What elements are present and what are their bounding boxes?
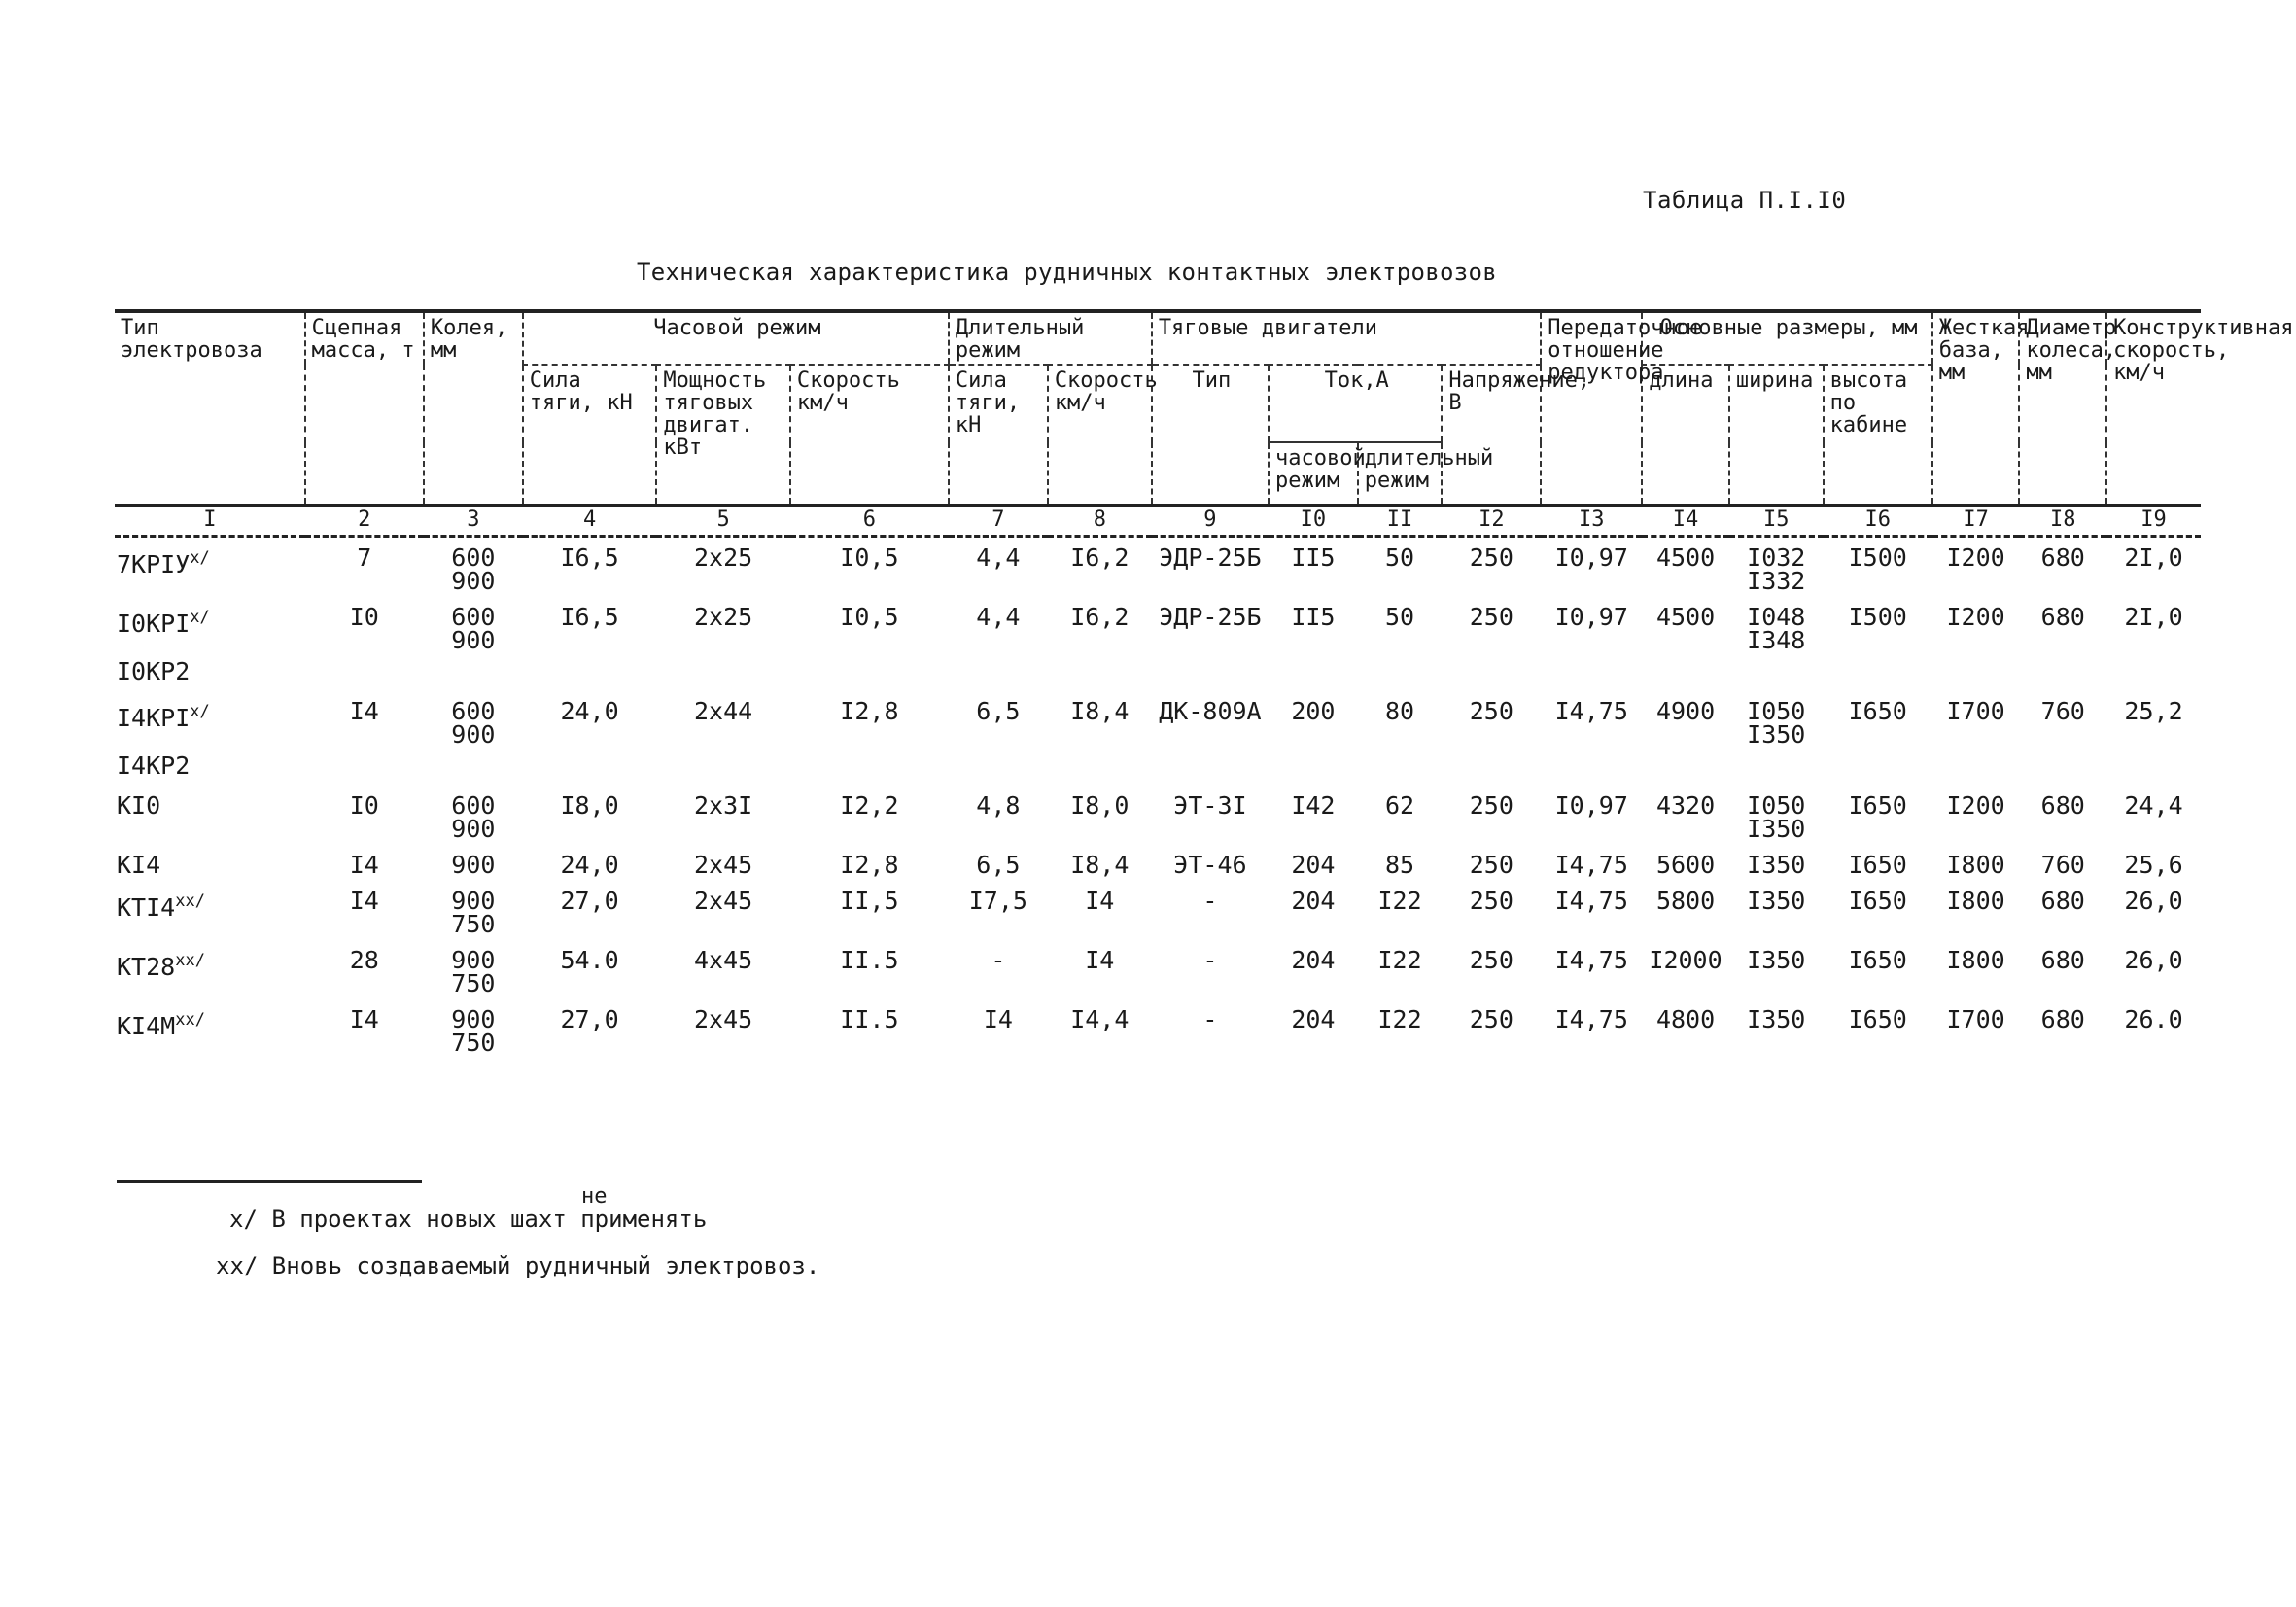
cell-wd: 680 — [2040, 946, 2085, 974]
cell-gauge — [424, 845, 523, 881]
cell-r: I4,75 — [1554, 946, 1628, 974]
cell-ls — [1048, 751, 1152, 786]
cell-mt: - — [1202, 946, 1218, 974]
cell-v: 250 — [1469, 791, 1513, 820]
header-dim-length: длина — [1642, 365, 1729, 506]
cell-gauge — [424, 881, 523, 940]
cell-wd — [2019, 751, 2106, 786]
cell-w-line: I332 — [1747, 567, 1806, 595]
cell-len: 4500 — [1655, 543, 1716, 572]
column-number: I8 — [2019, 506, 2106, 537]
cell-mt: ЭДР-25Б — [1159, 603, 1262, 631]
cell-lf — [949, 751, 1048, 786]
footnote-mark: х/ — [190, 548, 210, 568]
cell-wb — [1932, 656, 2020, 691]
cell-gauge-line: 900 — [451, 1005, 496, 1033]
cell-gauge-line: 900 — [451, 720, 496, 749]
cell-ms — [2106, 656, 2201, 691]
table-row — [115, 845, 2201, 881]
cell-wd: 760 — [2040, 697, 2085, 725]
footnote-1: х/ В проектах новых шахт применять — [229, 1205, 708, 1233]
cell-hf: I8,0 — [560, 791, 619, 820]
cell-hf: 24,0 — [560, 851, 619, 879]
locomotive-type-cell — [115, 597, 305, 656]
cell-mass: I0 — [349, 603, 379, 631]
locomotive-type-cell — [115, 656, 305, 691]
locomotive-name: КI0 — [117, 791, 161, 820]
cell-h — [1824, 751, 1932, 786]
cell-v — [1442, 751, 1541, 786]
table-header — [115, 311, 2294, 537]
cell-ls: I6,2 — [1070, 543, 1130, 572]
cell-ls: I8,0 — [1070, 791, 1130, 820]
cell-h: I650 — [1848, 1005, 1907, 1033]
cell-w-line: I350 — [1747, 851, 1806, 879]
cell-ls: I4 — [1085, 946, 1115, 974]
cell-r — [1541, 656, 1642, 691]
cell-gauge-line: 600 — [451, 791, 496, 820]
cell-mass: I4 — [349, 851, 379, 879]
cell-gauge-line: 600 — [451, 697, 496, 725]
cell-ms: 24,4 — [2124, 791, 2183, 820]
locomotive-type-cell — [115, 845, 305, 881]
column-number: 2 — [305, 506, 424, 537]
cell-h: I650 — [1848, 946, 1907, 974]
header-long: Длительный режим — [949, 311, 1152, 365]
cell-wb: I200 — [1946, 791, 2005, 820]
cell-gauge-line: 750 — [451, 910, 496, 938]
cell-gauge-line: 600 — [451, 543, 496, 572]
column-number: I0 — [1269, 506, 1358, 537]
cell-hf — [523, 751, 657, 786]
table-label: Таблица П.I.I0 — [1643, 187, 1847, 214]
cell-mass: I4 — [349, 697, 379, 725]
header-motor-type: Тип — [1152, 365, 1269, 506]
cell-len: 4800 — [1655, 1005, 1716, 1033]
cell-r: I0,97 — [1554, 791, 1628, 820]
cell-il: I22 — [1377, 887, 1422, 915]
cell-w-line: I350 — [1747, 1005, 1806, 1033]
cell-w — [1729, 881, 1824, 940]
cell-hs: II,5 — [840, 887, 899, 915]
cell-il: 62 — [1385, 791, 1415, 820]
column-number: I2 — [1442, 506, 1541, 537]
footnote-mark: хх/ — [175, 951, 205, 970]
cell-mass: I0 — [349, 791, 379, 820]
cell-lf: 6,5 — [976, 697, 1021, 725]
cell-v: 250 — [1469, 946, 1513, 974]
cell-h: I650 — [1848, 851, 1907, 879]
cell-w — [1729, 999, 1824, 1059]
cell-v: 250 — [1469, 887, 1513, 915]
table-row — [115, 597, 2201, 656]
cell-lf: 6,5 — [976, 851, 1021, 879]
cell-ls — [1048, 656, 1152, 691]
table-row — [115, 786, 2201, 845]
cell-v: 250 — [1469, 543, 1513, 572]
column-number: 4 — [523, 506, 657, 537]
cell-ms — [2106, 751, 2201, 786]
cell-wb: I800 — [1946, 851, 2005, 879]
cell-hf: 27,0 — [560, 887, 619, 915]
cell-ms: 26.0 — [2124, 1005, 2183, 1033]
cell-ih: II5 — [1291, 543, 1336, 572]
cell-mass: I4 — [349, 1005, 379, 1033]
cell-lf: 4,8 — [976, 791, 1021, 820]
footnote-mark: х/ — [190, 608, 210, 627]
cell-ih: I42 — [1291, 791, 1336, 820]
header-current-hourly: часовой режим — [1269, 442, 1358, 505]
cell-len: 5600 — [1655, 851, 1716, 879]
cell-gauge-line: 750 — [451, 1029, 496, 1057]
cell-ih: 204 — [1291, 1005, 1336, 1033]
cell-hp: 2х45 — [694, 851, 753, 879]
locomotive-type-cell — [115, 751, 305, 786]
cell-gauge — [424, 940, 523, 999]
cell-w — [1729, 537, 1824, 598]
column-number: 9 — [1152, 506, 1269, 537]
cell-mt: ЭТ-46 — [1173, 851, 1247, 879]
cell-il: I22 — [1377, 946, 1422, 974]
table-row — [115, 656, 2201, 691]
cell-w-line: I350 — [1747, 815, 1806, 843]
cell-mass: I4 — [349, 887, 379, 915]
cell-r — [1541, 751, 1642, 786]
cell-h: I500 — [1848, 543, 1907, 572]
cell-len: 4320 — [1655, 791, 1716, 820]
cell-hp — [656, 751, 790, 786]
cell-ms: 2I,0 — [2124, 543, 2183, 572]
cell-ih: 204 — [1291, 946, 1336, 974]
locomotive-type-cell — [115, 881, 305, 940]
cell-w — [1729, 656, 1824, 691]
column-number: I5 — [1729, 506, 1824, 537]
cell-gauge — [424, 786, 523, 845]
cell-gauge-line: 750 — [451, 969, 496, 997]
cell-mass — [305, 656, 424, 691]
cell-ms: 26,0 — [2124, 887, 2183, 915]
cell-h: I650 — [1848, 887, 1907, 915]
cell-wb: I800 — [1946, 887, 2005, 915]
header-wheel-diameter: Диаметр колеса, мм — [2019, 311, 2106, 506]
locomotive-name: КТI4 — [117, 893, 176, 922]
locomotive-type-cell — [115, 999, 305, 1059]
cell-hs: I2,8 — [840, 851, 899, 879]
cell-ls: I6,2 — [1070, 603, 1130, 631]
header-ratio: Передаточное отношение редуктора — [1541, 311, 1642, 506]
header-hourly-force: Сила тяги, кН — [523, 365, 657, 506]
cell-hs — [790, 656, 949, 691]
cell-lf: 4,4 — [976, 543, 1021, 572]
cell-hf: I6,5 — [560, 543, 619, 572]
cell-w-line: I350 — [1747, 887, 1806, 915]
column-number: I4 — [1642, 506, 1729, 537]
cell-gauge-line: 900 — [451, 887, 496, 915]
cell-ih — [1269, 656, 1358, 691]
cell-v: 250 — [1469, 697, 1513, 725]
column-number: 3 — [424, 506, 523, 537]
cell-w — [1729, 597, 1824, 656]
cell-ih: II5 — [1291, 603, 1336, 631]
cell-wb: I200 — [1946, 543, 2005, 572]
cell-wb: I700 — [1946, 697, 2005, 725]
cell-hs: II.5 — [840, 1005, 899, 1033]
cell-gauge — [424, 751, 523, 786]
cell-mass: 28 — [349, 946, 379, 974]
cell-il — [1358, 656, 1443, 691]
cell-r: I0,97 — [1554, 543, 1628, 572]
column-number: I6 — [1824, 506, 1932, 537]
cell-wb — [1932, 751, 2020, 786]
cell-r: I4,75 — [1554, 697, 1628, 725]
cell-hp: 2х3I — [694, 791, 753, 820]
cell-lf: - — [991, 946, 1006, 974]
cell-gauge-line: 600 — [451, 603, 496, 631]
header-current: Ток,А — [1269, 365, 1442, 442]
header-long-force: Сила тяги, кН — [949, 365, 1048, 506]
locomotive-name: I0КРI — [117, 610, 191, 638]
cell-lf — [949, 656, 1048, 691]
header-wheelbase: Жесткая база, мм — [1932, 311, 2020, 506]
column-number-row — [115, 506, 2201, 537]
footnote-insertion: не — [581, 1184, 608, 1208]
cell-gauge — [424, 691, 523, 751]
cell-hp: 2х25 — [694, 603, 753, 631]
footnote-mark: хх/ — [175, 891, 205, 911]
column-number: I7 — [1932, 506, 2020, 537]
header-long-speed: Скорость км/ч — [1048, 365, 1152, 506]
column-number: I3 — [1541, 506, 1642, 537]
cell-mt: - — [1202, 887, 1218, 915]
cell-ms: 25,2 — [2124, 697, 2183, 725]
cell-ls: I8,4 — [1070, 851, 1130, 879]
cell-wd: 680 — [2040, 1005, 2085, 1033]
locomotive-type-cell — [115, 786, 305, 845]
header-type: Тип электровоза — [115, 311, 305, 506]
cell-v: 250 — [1469, 603, 1513, 631]
cell-il — [1358, 751, 1443, 786]
cell-h: I650 — [1848, 791, 1907, 820]
cell-hp: 2х45 — [694, 1005, 753, 1033]
cell-w — [1729, 845, 1824, 881]
cell-wd: 680 — [2040, 543, 2085, 572]
cell-w-line: I348 — [1747, 626, 1806, 654]
cell-w — [1729, 940, 1824, 999]
header-dim-height: высота по кабине — [1824, 365, 1932, 506]
cell-hf: 54.0 — [560, 946, 619, 974]
locomotive-name: КТ28 — [117, 953, 176, 981]
table-row — [115, 751, 2201, 786]
cell-hp: 2х45 — [694, 887, 753, 915]
cell-ms: 26,0 — [2124, 946, 2183, 974]
cell-hp: 2х25 — [694, 543, 753, 572]
cell-il: 80 — [1385, 697, 1415, 725]
cell-v: 250 — [1469, 1005, 1513, 1033]
cell-w-line: I050 — [1747, 697, 1806, 725]
column-number: 7 — [949, 506, 1048, 537]
cell-len: 4900 — [1655, 697, 1716, 725]
cell-w-line: I350 — [1747, 720, 1806, 749]
cell-len: 5800 — [1655, 887, 1716, 915]
cell-ms: 2I,0 — [2124, 603, 2183, 631]
cell-h: I650 — [1848, 697, 1907, 725]
cell-mt: ЭТ-3I — [1173, 791, 1247, 820]
cell-ms: 25,6 — [2124, 851, 2183, 879]
cell-len: 4500 — [1655, 603, 1716, 631]
cell-il: 85 — [1385, 851, 1415, 879]
header-dim-width: ширина — [1729, 365, 1824, 506]
header-hourly-speed: Скорость км/ч — [790, 365, 949, 506]
cell-mt: ЭДР-25Б — [1159, 543, 1262, 572]
locomotive-type-cell — [115, 940, 305, 999]
table-body — [115, 537, 2201, 1060]
table-title: Техническая характеристика рудничных контактных электровозов — [637, 259, 1497, 286]
cell-hf: 27,0 — [560, 1005, 619, 1033]
column-number: I — [115, 506, 305, 537]
spec-table-wrap — [115, 309, 2294, 1059]
locomotive-type-cell — [115, 537, 305, 598]
locomotive-name: I4КРI — [117, 704, 191, 732]
column-number: 6 — [790, 506, 949, 537]
cell-r: I4,75 — [1554, 851, 1628, 879]
column-number: II — [1358, 506, 1443, 537]
footnote-mark: хх/ — [175, 1010, 205, 1030]
table-row — [115, 537, 2201, 598]
cell-ih — [1269, 751, 1358, 786]
cell-len: I2000 — [1649, 946, 1722, 974]
cell-hs: I2,8 — [840, 697, 899, 725]
cell-il: I22 — [1377, 1005, 1422, 1033]
spec-table — [115, 309, 2294, 1059]
header-current-long: длительный режим — [1358, 442, 1443, 505]
cell-gauge-line: 900 — [451, 946, 496, 974]
header-gauge: Колея, мм — [424, 311, 523, 506]
cell-hf: 24,0 — [560, 697, 619, 725]
cell-ls: I4 — [1085, 887, 1115, 915]
header-voltage: Напряжение, В — [1442, 365, 1541, 506]
cell-wb: I800 — [1946, 946, 2005, 974]
cell-wd — [2019, 656, 2106, 691]
cell-hf — [523, 656, 657, 691]
table-row — [115, 999, 2201, 1059]
cell-hp: 2х44 — [694, 697, 753, 725]
cell-gauge-line: 900 — [451, 851, 496, 879]
locomotive-name: КI4 — [117, 851, 161, 879]
cell-ih: 200 — [1291, 697, 1336, 725]
locomotive-name: I4КР2 — [117, 751, 191, 780]
table-row — [115, 881, 2201, 940]
locomotive-name: 7КРIУ — [117, 550, 191, 578]
cell-gauge — [424, 656, 523, 691]
cell-w — [1729, 751, 1824, 786]
cell-wd: 680 — [2040, 887, 2085, 915]
cell-hs: I2,2 — [840, 791, 899, 820]
cell-ih: 204 — [1291, 887, 1336, 915]
column-number: 8 — [1048, 506, 1152, 537]
column-number: 5 — [656, 506, 790, 537]
cell-wd: 680 — [2040, 791, 2085, 820]
locomotive-name: I0КР2 — [117, 657, 191, 685]
cell-hp: 4х45 — [694, 946, 753, 974]
cell-gauge-line: 900 — [451, 626, 496, 654]
cell-gauge — [424, 999, 523, 1059]
cell-hf: I6,5 — [560, 603, 619, 631]
table-row — [115, 940, 2201, 999]
header-mass: Сцепная масса, т — [305, 311, 424, 506]
cell-r: I0,97 — [1554, 603, 1628, 631]
cell-len — [1642, 751, 1729, 786]
footnote-mark: х/ — [190, 702, 210, 721]
cell-mass — [305, 751, 424, 786]
column-number: I9 — [2106, 506, 2201, 537]
footnote-2: хх/ Вновь создаваемый рудничный электровоз. — [216, 1252, 820, 1279]
cell-wd: 760 — [2040, 851, 2085, 879]
cell-wb: I700 — [1946, 1005, 2005, 1033]
cell-lf: I7,5 — [968, 887, 1027, 915]
table-row — [115, 691, 2201, 751]
cell-il: 50 — [1385, 603, 1415, 631]
cell-mt: ДК-809А — [1159, 697, 1262, 725]
cell-wb: I200 — [1946, 603, 2005, 631]
cell-lf: I4 — [983, 1005, 1013, 1033]
cell-w-line: I350 — [1747, 946, 1806, 974]
cell-mass: 7 — [357, 543, 372, 572]
cell-w — [1729, 691, 1824, 751]
cell-lf: 4,4 — [976, 603, 1021, 631]
footnote-divider — [117, 1180, 422, 1183]
cell-w-line: I050 — [1747, 791, 1806, 820]
locomotive-type-cell — [115, 691, 305, 751]
cell-hs: I0,5 — [840, 543, 899, 572]
cell-mt: - — [1202, 1005, 1218, 1033]
cell-ls: I8,4 — [1070, 697, 1130, 725]
cell-h — [1824, 656, 1932, 691]
cell-w — [1729, 786, 1824, 845]
locomotive-name: КI4М — [117, 1012, 176, 1040]
header-hourly-power: Мощность тяговых двигат. кВт — [656, 365, 790, 506]
cell-mt — [1152, 751, 1269, 786]
cell-ih: 204 — [1291, 851, 1336, 879]
cell-hs: II.5 — [840, 946, 899, 974]
cell-gauge-line: 900 — [451, 567, 496, 595]
cell-v: 250 — [1469, 851, 1513, 879]
header-hourly: Часовой режим — [523, 311, 949, 365]
cell-v — [1442, 656, 1541, 691]
cell-ls: I4,4 — [1070, 1005, 1130, 1033]
cell-w-line: I032 — [1747, 543, 1806, 572]
cell-gauge — [424, 537, 523, 598]
cell-mt — [1152, 656, 1269, 691]
cell-r: I4,75 — [1554, 1005, 1628, 1033]
header-motors: Тяговые двигатели — [1152, 311, 1541, 365]
cell-wd: 680 — [2040, 603, 2085, 631]
cell-len — [1642, 656, 1729, 691]
cell-hp — [656, 656, 790, 691]
cell-hs — [790, 751, 949, 786]
cell-h: I500 — [1848, 603, 1907, 631]
cell-il: 50 — [1385, 543, 1415, 572]
cell-r: I4,75 — [1554, 887, 1628, 915]
header-max-speed: Конструктивная скорость, км/ч — [2106, 311, 2201, 506]
cell-hs: I0,5 — [840, 603, 899, 631]
cell-gauge-line: 900 — [451, 815, 496, 843]
cell-w-line: I048 — [1747, 603, 1806, 631]
header-dims: Основные размеры, мм — [1642, 311, 1932, 365]
cell-gauge — [424, 597, 523, 656]
